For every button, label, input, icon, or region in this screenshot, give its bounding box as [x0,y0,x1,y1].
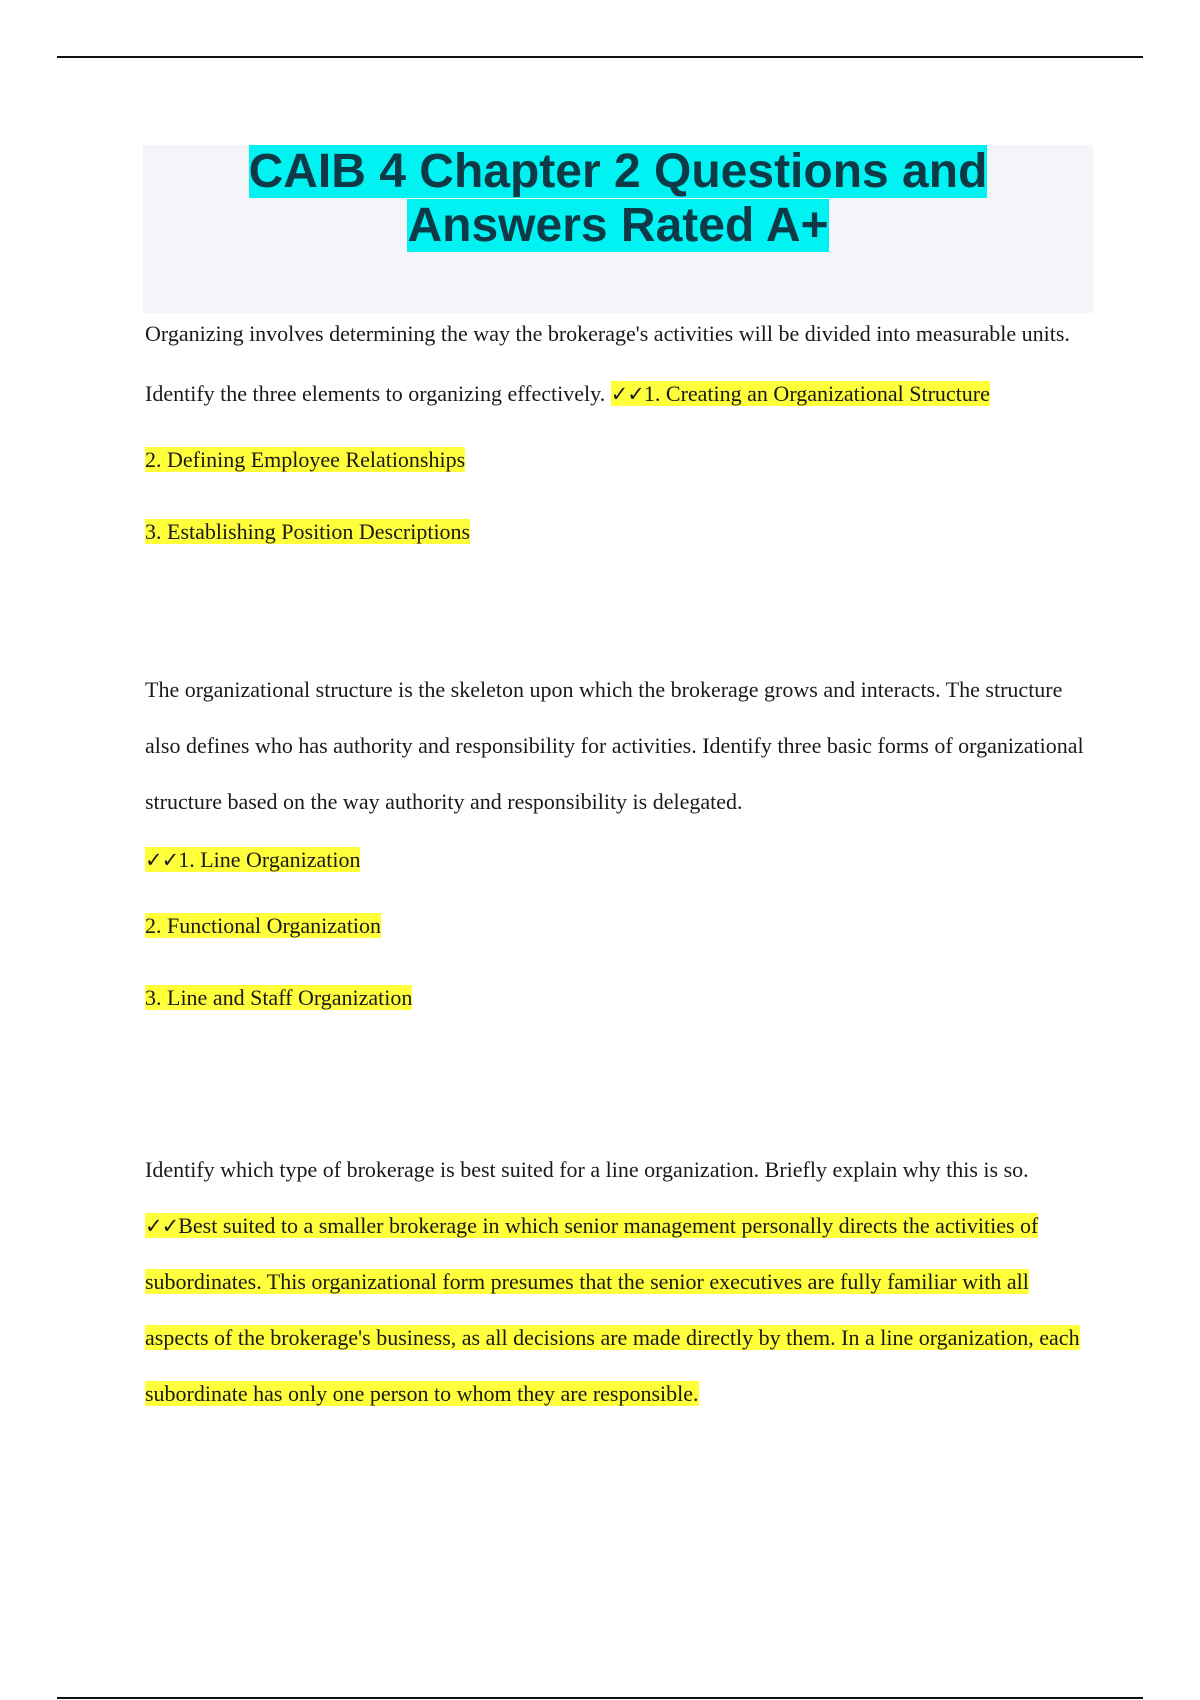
answer-3-text: Best suited to a smaller brokerage in which senior management personally directs the activities of subordinates. This organizational form presumes that the senior executives are fully familiar with all aspects of the brokerage's business, as all decisions are made directly by them. In a line organization, each subordinate has only one person to whom they are responsible. [145,1213,1080,1406]
question-3 [145,1142,1095,1422]
answer-2-first-text: 1. Line Organization [178,847,361,872]
answer-1-first [611,381,990,406]
question-2-text: The organizational structure is the skeleton upon which the brokerage grows and interacts. The structure also defines who has authority and responsibility for activities. Identify three basic forms of organizational structure based on the way authority and responsibility is delegated. [145,677,1084,814]
title-band [143,145,1093,313]
answer-1-item: 3. Establishing Position Descriptions [145,519,471,544]
question-1 [145,304,1095,424]
top-rule [57,56,1143,58]
check-icon: ✓✓ [610,382,644,406]
question-3-text: Identify which type of brokerage is best suited for a line organization. Briefly explain why this is so. [145,1157,1029,1182]
bottom-rule [57,1697,1143,1699]
answer-1-first-text: 1. Creating an Organizational Structure [643,381,990,406]
answer-2-first [145,830,1095,890]
answer-2-item: 3. Line and Staff Organization [145,985,413,1010]
title-line-1: CAIB 4 Chapter 2 Questions and [248,145,988,198]
check-icon: ✓✓ [145,848,179,872]
answer-1-item: 2. Defining Employee Relationships [145,447,466,472]
check-icon: ✓✓ [145,1214,179,1238]
document-body [145,304,1095,1422]
question-2 [145,662,1095,830]
answer-3 [145,1213,1080,1406]
question-1-text: Organizing involves determining the way the brokerage's activities will be divided into measurable units. Identify the three elements to organizing effectively. [145,321,1070,406]
document-title [143,145,1093,253]
answer-2-item: 2. Functional Organization [145,913,382,938]
title-line-2: Answers Rated A+ [407,199,829,252]
